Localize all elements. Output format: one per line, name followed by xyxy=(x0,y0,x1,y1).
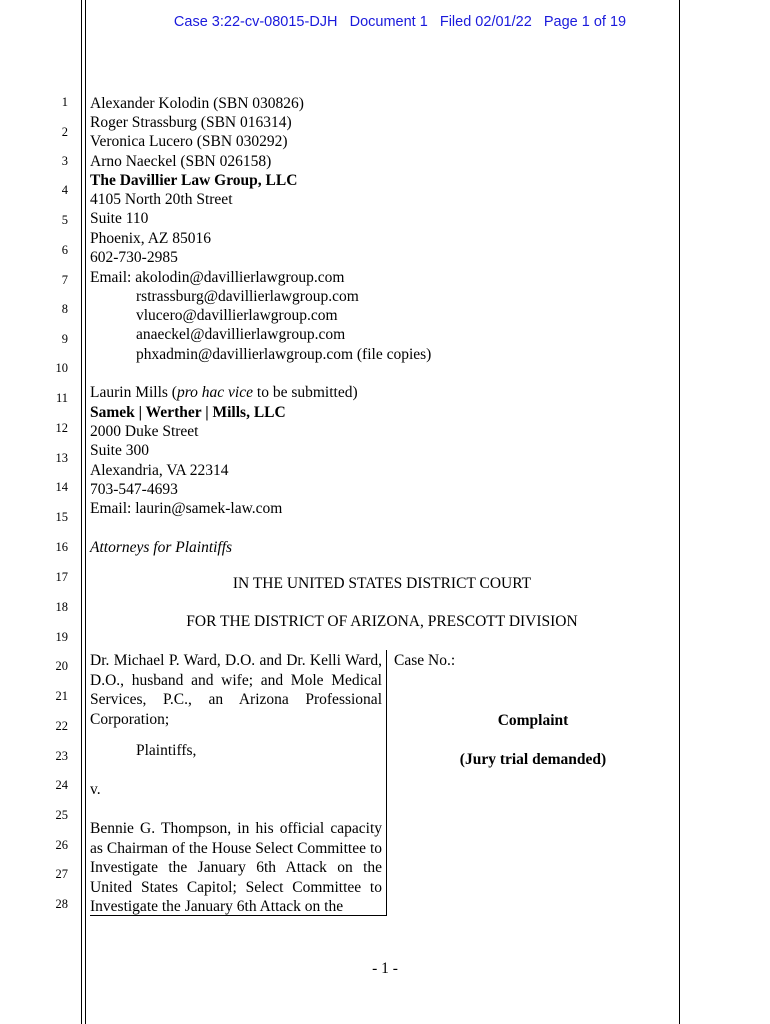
line-number: 4 xyxy=(61,183,68,197)
line-number: 10 xyxy=(55,361,68,375)
attorneys-for-label: Attorneys for Plaintiffs xyxy=(90,539,233,556)
line-number: 8 xyxy=(61,302,68,316)
line-number: 2 xyxy=(61,125,68,139)
attorney-name: Roger Strassburg (SBN 016314) xyxy=(90,114,292,131)
line-number: 7 xyxy=(61,273,68,287)
address-line: Alexandria, VA 22314 xyxy=(90,462,229,479)
court-division: FOR THE DISTRICT OF ARIZONA, PRESCOTT DIVISION xyxy=(186,613,578,630)
phone-line: 703-547-4693 xyxy=(90,481,178,498)
attorney-name: Alexander Kolodin (SBN 030826) xyxy=(90,95,304,112)
plaintiffs-label: Plaintiffs, xyxy=(136,742,197,759)
line-number: 16 xyxy=(55,540,68,554)
line-number: 24 xyxy=(55,778,68,792)
line-number: 5 xyxy=(61,213,68,227)
right-margin-rule xyxy=(679,0,680,1024)
line-number: 25 xyxy=(55,808,68,822)
line-number: 28 xyxy=(55,897,68,911)
attorney-name: Laurin Mills (pro hac vice to be submitted) xyxy=(90,384,358,401)
address-line: Suite 110 xyxy=(90,210,149,227)
case-number-label: Case No.: xyxy=(394,652,456,669)
page-number: - 1 - xyxy=(372,960,398,977)
address-line: Phoenix, AZ 85016 xyxy=(90,230,211,247)
line-number: 21 xyxy=(55,689,68,703)
court-title: IN THE UNITED STATES DISTRICT COURT xyxy=(232,575,532,592)
email-line: phxadmin@davillierlawgroup.com (file copies) xyxy=(136,346,432,363)
line-number: 19 xyxy=(55,630,68,644)
line-number: 3 xyxy=(61,154,68,168)
email-line: rstrassburg@davillierlawgroup.com xyxy=(136,288,359,305)
email-line: Email: akolodin@davillierlawgroup.com xyxy=(90,269,345,286)
line-number: 26 xyxy=(55,838,68,852)
plaintiffs-text: Dr. Michael P. Ward, D.O. and Dr. Kelli Ward, D.O., husband and wife; and Mole Medical Services, P.C., an Arizona Professional Corporation; xyxy=(90,652,382,728)
address-line: 4105 North 20th Street xyxy=(90,191,233,208)
phone-line: 602-730-2985 xyxy=(90,249,178,266)
line-number: 27 xyxy=(55,867,68,881)
email-line: Email: laurin@samek-law.com xyxy=(90,500,283,517)
line-number: 9 xyxy=(61,332,68,346)
line-number: 18 xyxy=(55,600,68,614)
address-line: 2000 Duke Street xyxy=(90,423,199,440)
left-margin-rule-inner xyxy=(85,0,86,1024)
address-line: Suite 300 xyxy=(90,442,149,459)
line-number: 1 xyxy=(61,95,68,109)
line-number: 12 xyxy=(55,421,68,435)
attorney-name: Veronica Lucero (SBN 030292) xyxy=(90,133,288,150)
line-number: 14 xyxy=(55,480,68,494)
caption-divider-vertical xyxy=(386,650,387,916)
email-line: anaeckel@davillierlawgroup.com xyxy=(136,326,346,343)
line-number: 22 xyxy=(55,719,68,733)
line-number: 15 xyxy=(55,510,68,524)
jury-demand: (Jury trial demanded) xyxy=(459,751,607,768)
line-number: 17 xyxy=(55,570,68,584)
left-margin-rule-outer xyxy=(81,0,82,1024)
versus: v. xyxy=(90,781,101,798)
line-number: 13 xyxy=(55,451,68,465)
defendants-text: Bennie G. Thompson, in his official capacity as Chairman of the House Select Committee to Investigate the January 6th Attack on the United States Capitol; Select Committee to Investigate the January 6th Attack on the xyxy=(90,820,382,915)
attorney-name: Arno Naeckel (SBN 026158) xyxy=(90,153,272,170)
law-firm-name: Samek | Werther | Mills, LLC xyxy=(90,404,286,421)
line-number: 6 xyxy=(61,243,68,257)
caption-divider-horizontal xyxy=(90,915,387,916)
line-number: 20 xyxy=(55,659,68,673)
line-number: 23 xyxy=(55,749,68,763)
line-number: 11 xyxy=(55,391,68,405)
law-firm-name: The Davillier Law Group, LLC xyxy=(90,172,298,189)
case-header: Case 3:22-cv-08015-DJH Document 1 Filed 02/01/22 Page 1 of 19 xyxy=(173,14,627,30)
document-title: Complaint xyxy=(497,712,569,729)
email-line: vlucero@davillierlawgroup.com xyxy=(136,307,338,324)
